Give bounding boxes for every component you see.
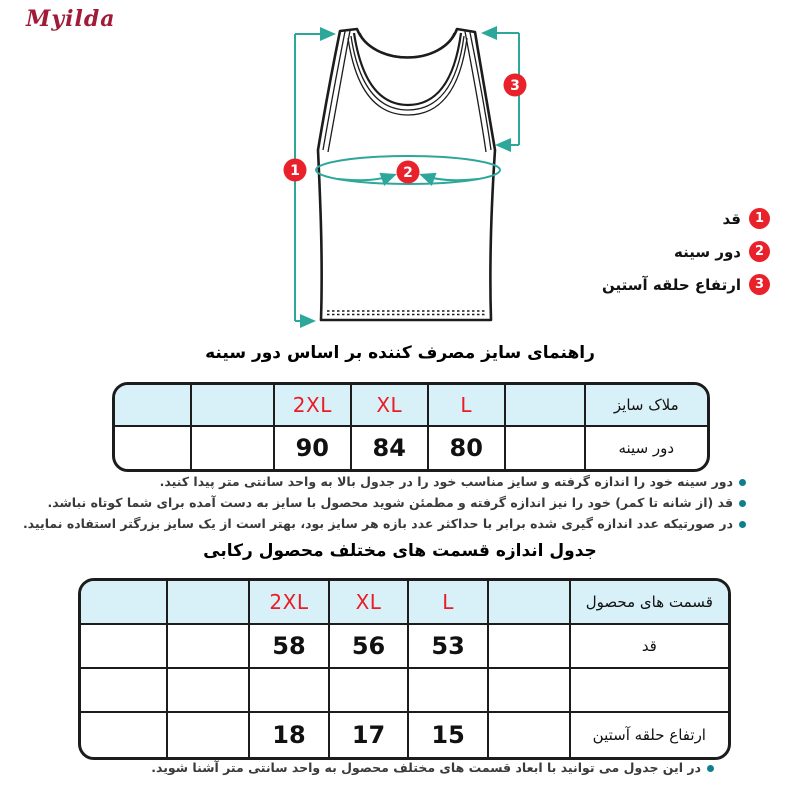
t1-header-empty-1 <box>115 385 192 427</box>
bullet-icon <box>739 500 746 507</box>
legend-row-chest <box>602 235 770 268</box>
t2-armhole-2xl: 18 <box>250 713 330 757</box>
t1-header-2xl: 2XL <box>275 385 352 427</box>
legend-row-armhole <box>602 268 770 301</box>
t2-r2-empty-6 <box>489 669 571 713</box>
t1-chest-l: 80 <box>429 427 506 469</box>
t1-chest-2xl: 90 <box>275 427 352 469</box>
legend-badge-2: 2 <box>749 241 770 262</box>
t1-cell-empty-2 <box>192 427 275 469</box>
legend-label-armhole: ارتفاع حلقه آستین <box>602 275 741 294</box>
t2-header-parts: قسمت های محصول <box>571 581 728 625</box>
footer-note <box>151 760 714 781</box>
t2-armhole-l: 15 <box>409 713 489 757</box>
t1-header-l: L <box>429 385 506 427</box>
t2-length-2xl: 58 <box>250 625 330 669</box>
t2-r2-empty-4 <box>330 669 409 713</box>
size-guide-table <box>112 382 710 472</box>
t1-cell-empty-3 <box>506 427 586 469</box>
tank-top-diagram <box>250 5 540 345</box>
legend-badge-3: 3 <box>749 274 770 295</box>
footer-note-item <box>151 760 714 776</box>
t2-header-2xl: 2XL <box>250 581 330 625</box>
marker-2-number: 2 <box>403 165 413 181</box>
legend-row-length <box>602 202 770 235</box>
t2-r3-empty-1 <box>81 713 168 757</box>
t1-header-empty-3 <box>506 385 586 427</box>
t2-header-empty-1 <box>81 581 168 625</box>
bullet-icon <box>739 521 746 528</box>
note-text-3: در صورتیکه عدد اندازه گیری شده برابر با حداکثر عدد بازه هر سایز بود، بهتر است از یک سایز بزرگتر استفاده نمایید. <box>22 516 733 531</box>
t2-r3-empty-2 <box>168 713 250 757</box>
note-item-2 <box>23 495 746 511</box>
marker-2 <box>397 161 420 184</box>
marker-3-number: 3 <box>510 78 520 94</box>
t1-cell-empty-1 <box>115 427 192 469</box>
t2-row-label-armhole: ارتفاع حلقه آستین <box>592 726 706 744</box>
brand-logo: Myilda <box>26 6 116 32</box>
note-item-3 <box>23 516 746 532</box>
footer-note-text: در این جدول می توانید با ابعاد قسمت های مختلف محصول به واحد سانتی متر آشنا شوید. <box>151 760 701 775</box>
marker-1 <box>284 159 307 182</box>
notes-list <box>23 474 746 537</box>
t2-armhole-xl: 17 <box>330 713 409 757</box>
t2-header-xl: XL <box>330 581 409 625</box>
note-text-2: قد (از شانه تا کمر) خود را نیز اندازه گرفته و مطمئن شوید محصول با سایز به دست آمده برای شما کوتاه نباشد. <box>47 495 733 510</box>
t2-r2-empty-3 <box>250 669 330 713</box>
t2-row-label-length: قد <box>571 625 728 669</box>
marker-3 <box>504 74 527 97</box>
t2-r3-empty-3 <box>489 713 571 757</box>
t2-header-empty-3 <box>489 581 571 625</box>
product-size-table <box>78 578 731 760</box>
t2-r1-empty-2 <box>168 625 250 669</box>
note-text-1: دور سینه خود را اندازه گرفته و سایز مناسب خود را در جدول بالا به واحد سانتی متر پیدا کنید. <box>159 474 733 489</box>
size-guide-title: راهنمای سایز مصرف کننده بر اساس دور سینه <box>205 343 595 363</box>
t2-length-xl: 56 <box>330 625 409 669</box>
t2-r1-empty-1 <box>81 625 168 669</box>
t2-r2-empty-label <box>571 669 728 713</box>
t1-chest-xl: 84 <box>352 427 429 469</box>
marker-1-number: 1 <box>290 163 300 179</box>
measurement-legend <box>602 202 770 301</box>
t2-r1-empty-3 <box>489 625 571 669</box>
t1-row-label-chest: دور سینه <box>618 439 675 457</box>
t2-r2-empty-1 <box>81 669 168 713</box>
t2-header-l: L <box>409 581 489 625</box>
t2-header-empty-2 <box>168 581 250 625</box>
t2-length-l: 53 <box>409 625 489 669</box>
legend-label-chest: دور سینه <box>674 242 741 261</box>
t1-header-criterion: ملاک سایز <box>586 385 707 427</box>
legend-label-length: قد <box>722 209 741 228</box>
t1-header-xl: XL <box>352 385 429 427</box>
product-table-title: جدول اندازه قسمت های مختلف محصول رکابی <box>203 541 597 561</box>
t2-r2-empty-2 <box>168 669 250 713</box>
t2-r2-empty-5 <box>409 669 489 713</box>
note-item-1 <box>23 474 746 490</box>
bullet-icon <box>739 479 746 486</box>
bullet-icon <box>707 765 714 772</box>
legend-badge-1: 1 <box>749 208 770 229</box>
t1-header-empty-2 <box>192 385 275 427</box>
